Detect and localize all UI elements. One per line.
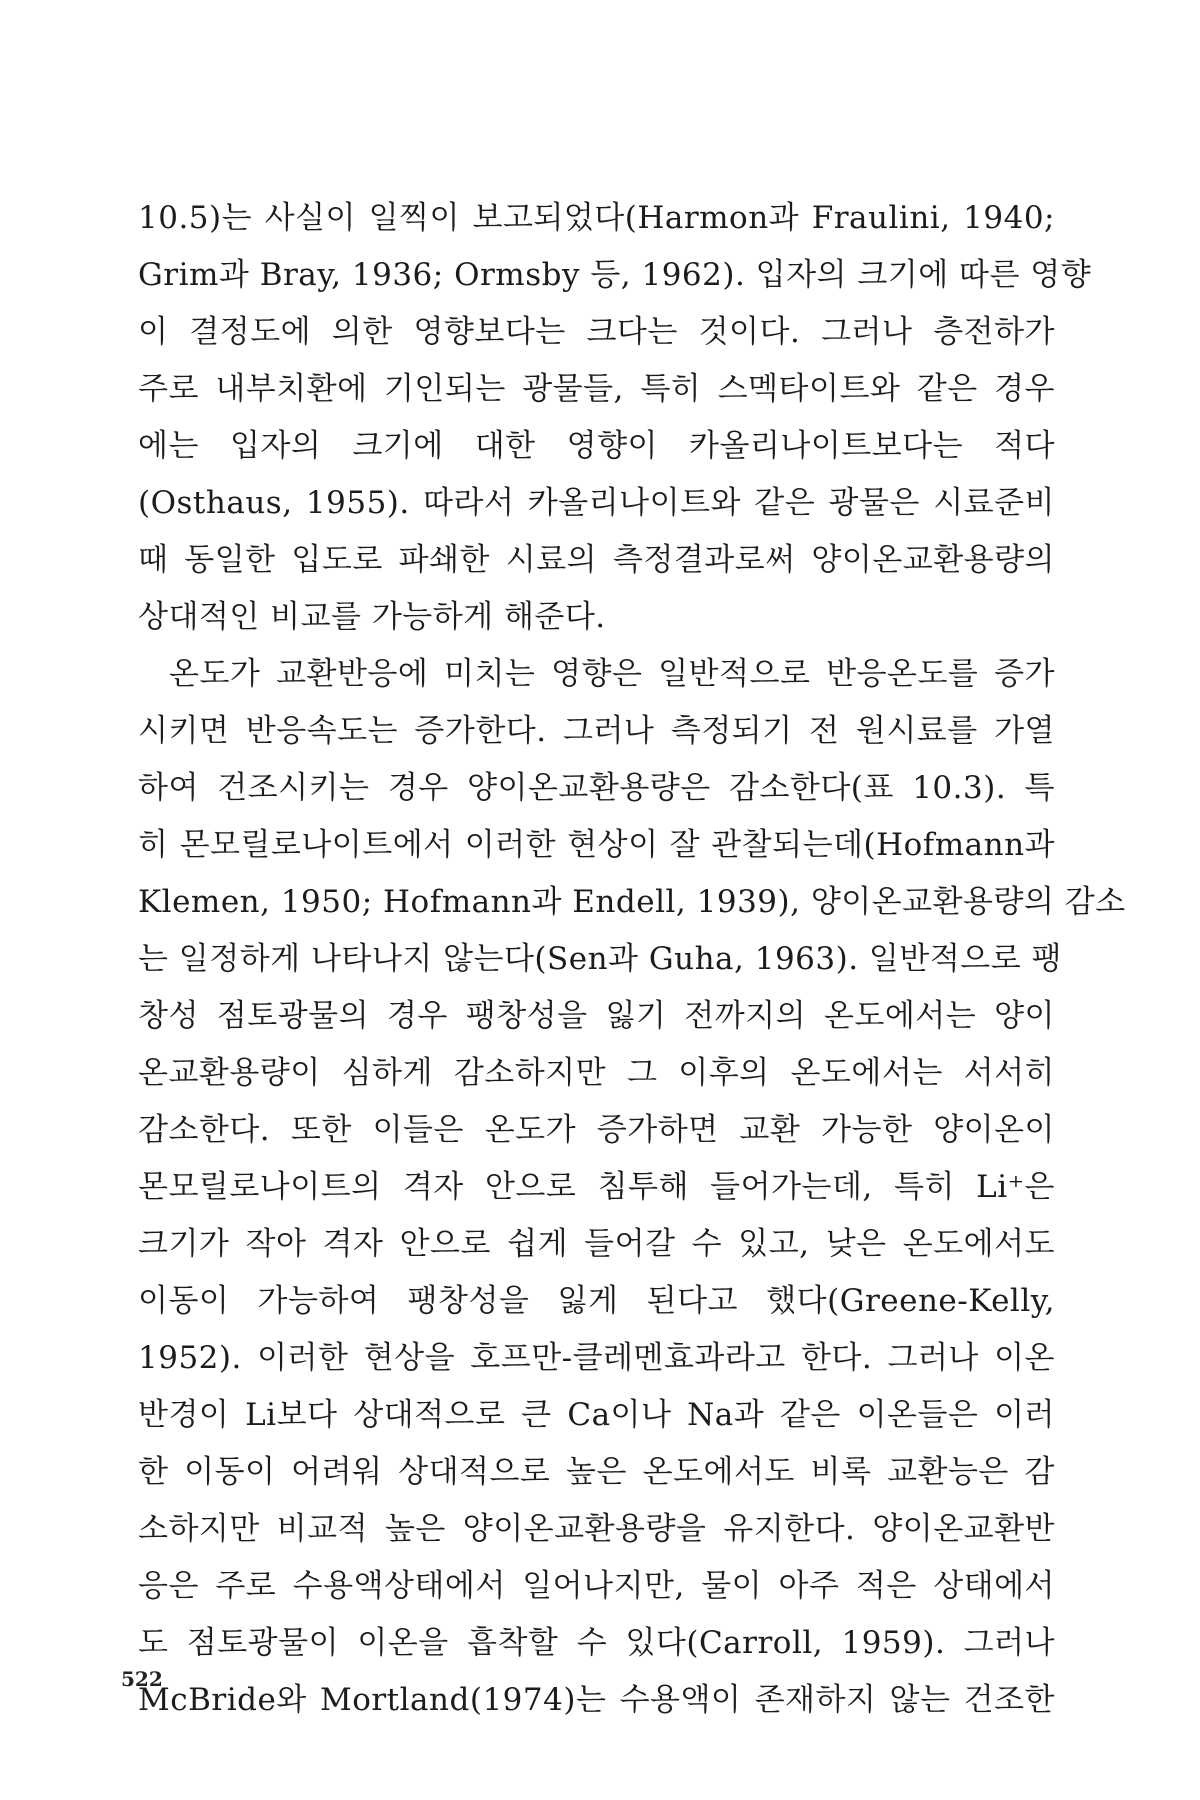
text-line: 시키면 반응속도는 증가한다. 그러나 측정되기 전 원시료를 가열 bbox=[138, 713, 1055, 749]
text-line: 응은 주로 수용액상태에서 일어나지만, 물이 아주 적은 상태에서 bbox=[138, 1568, 1055, 1604]
text-line: 주로 내부치환에 기인되는 광물들, 특히 스멕타이트와 같은 경우 bbox=[138, 371, 1055, 407]
text-line: 때 동일한 입도로 파쇄한 시료의 측정결과로써 양이온교환용량의 bbox=[138, 542, 1055, 578]
text-line: 반경이 Li보다 상대적으로 큰 Ca이나 Na과 같은 이온들은 이러 bbox=[138, 1397, 1055, 1433]
text-line: 도 점토광물이 이온을 흡착할 수 있다(Carroll, 1959). 그러나 bbox=[138, 1625, 1055, 1661]
paragraph-2 bbox=[138, 646, 1126, 1729]
page-number: 522 bbox=[121, 1667, 163, 1691]
text-line: 이 결정도에 의한 영향보다는 크다는 것이다. 그러나 층전하가 bbox=[138, 314, 1055, 350]
text-line: 감소한다. 또한 이들은 온도가 증가하면 교환 가능한 양이온이 bbox=[138, 1112, 1055, 1148]
text-line: 창성 점토광물의 경우 팽창성을 잃기 전까지의 온도에서는 양이 bbox=[138, 998, 1055, 1034]
text-line: 에는 입자의 크기에 대한 영향이 카올리나이트보다는 적다 bbox=[138, 428, 1055, 464]
text-line: (Osthaus, 1955). 따라서 카올리나이트와 같은 광물은 시료준비 bbox=[138, 485, 1055, 521]
text-line: 상대적인 비교를 가능하게 해준다. bbox=[138, 599, 606, 635]
text-line: 1952). 이러한 현상을 호프만-클레멘효과라고 한다. 그러나 이온 bbox=[138, 1340, 1055, 1376]
text-line: 온도가 교환반응에 미치는 영향은 일반적으로 반응온도를 증가 bbox=[169, 656, 1055, 692]
text-line: 소하지만 비교적 높은 양이온교환용량을 유지한다. 양이온교환반 bbox=[138, 1511, 1055, 1547]
text-line: 는 일정하게 나타나지 않는다(Sen과 Guha, 1963). 일반적으로 팽 bbox=[138, 941, 1062, 977]
paragraph-1 bbox=[138, 190, 1092, 646]
text-line: Klemen, 1950; Hofmann과 Endell, 1939), 양이온교환용량의 감소 bbox=[138, 884, 1126, 920]
text-line: 히 몬모릴로나이트에서 이러한 현상이 잘 관찰되는데(Hofmann과 bbox=[138, 827, 1055, 863]
text-line: 한 이동이 어려워 상대적으로 높은 온도에서도 비록 교환능은 감 bbox=[138, 1454, 1055, 1490]
text-line: 10.5)는 사실이 일찍이 보고되었다(Harmon과 Fraulini, 1940; bbox=[138, 200, 1055, 236]
text-line: McBride와 Mortland(1974)는 수용액이 존재하지 않는 건조한 bbox=[138, 1682, 1055, 1718]
text-line: 이동이 가능하여 팽창성을 잃게 된다고 했다(Greene-Kelly, bbox=[138, 1283, 1055, 1319]
body-text bbox=[138, 190, 1126, 1729]
text-line: 몬모릴로나이트의 격자 안으로 침투해 들어가는데, 특히 Li⁺은 bbox=[138, 1169, 1055, 1205]
text-line: 하여 건조시키는 경우 양이온교환용량은 감소한다(표 10.3). 특 bbox=[138, 770, 1055, 806]
text-line: 크기가 작아 격자 안으로 쉽게 들어갈 수 있고, 낮은 온도에서도 bbox=[138, 1226, 1055, 1262]
text-line: 온교환용량이 심하게 감소하지만 그 이후의 온도에서는 서서히 bbox=[138, 1055, 1055, 1091]
text-line: Grim과 Bray, 1936; Ormsby 등, 1962). 입자의 크기에 따른 영향 bbox=[138, 257, 1092, 293]
